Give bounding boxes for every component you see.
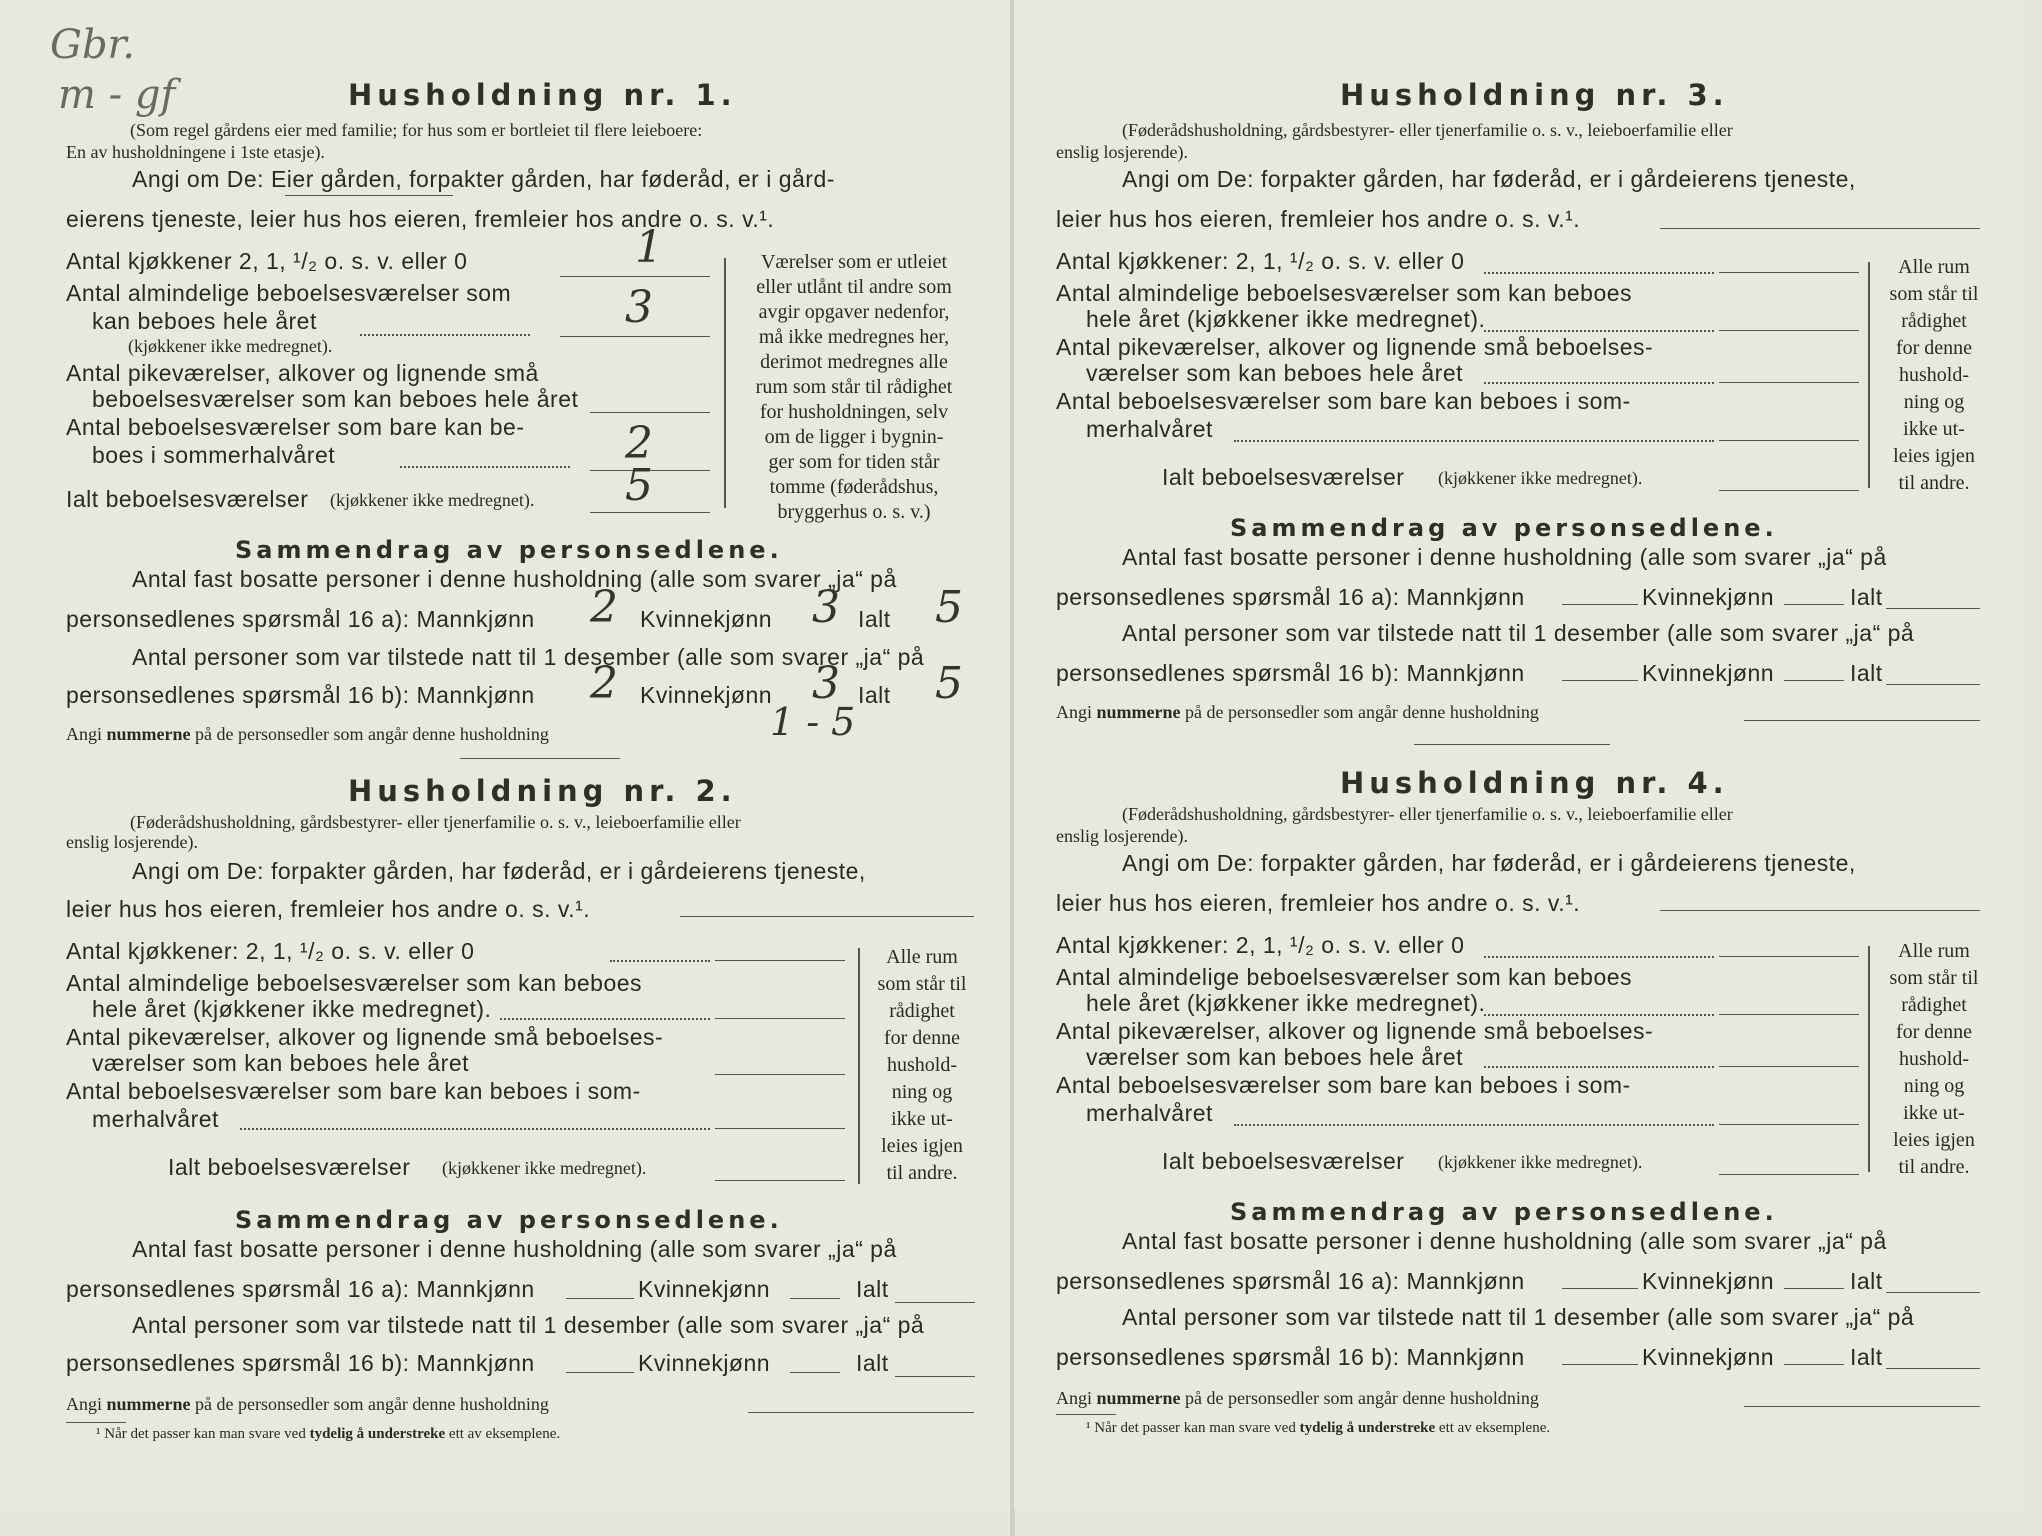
h4-nummerne-line	[1056, 1388, 1539, 1409]
h3-kjokken-dots	[1484, 272, 1714, 274]
h1-som-value: 2	[625, 418, 653, 469]
side-note-line: eller utlånt til andre som	[756, 276, 952, 298]
h1-fast-line2: personsedlenes spørsmål 16 a): Mannkjønn	[66, 606, 535, 632]
h1-pike-label1: Antal pikeværelser, alkover og lignende små	[66, 360, 539, 386]
side-note-line: bryggerhus o. s. v.)	[777, 501, 931, 523]
text-bold: nummerne	[106, 724, 191, 744]
h3-pike-label1: Antal pikeværelser, alkover og lignende små beboelses-	[1056, 334, 1654, 360]
h4-note: (Føderådshusholdning, gårdsbestyrer- eller tjenerfamilie o. s. v., leieboerfamilie eller	[1122, 804, 1733, 824]
h2-side-note	[862, 944, 982, 1187]
h3-til-mann-line	[1562, 680, 1638, 681]
h4-til-kvinne-line	[1784, 1364, 1844, 1365]
text-bold: nummerne	[1096, 702, 1181, 722]
h3-note2: enslig losjerende).	[1056, 142, 1188, 162]
h2-til-kvinne-label: Kvinnekjønn	[638, 1350, 771, 1376]
h1-som-dots	[400, 466, 570, 468]
h4-kjokken-dots	[1484, 956, 1714, 958]
h4-til-line1: Antal personer som var tilstede natt til 1 desember (alle som svarer „ja“ på	[1122, 1304, 1915, 1330]
side-note-line: om de ligger i bygnin-	[764, 426, 944, 448]
h3-alm-label1: Antal almindelige beboelsesværelser som kan beboes	[1056, 280, 1633, 306]
h1-til-line1: Antal personer som var tilstede natt til 1 desember (alle som svarer „ja“ på	[132, 644, 925, 670]
h1-til-mann: 2	[590, 658, 618, 709]
h2-til-line2: personsedlenes spørsmål 16 b): Mannkjønn	[66, 1350, 535, 1376]
text-bold: nummerne	[1096, 1388, 1181, 1408]
h1-ialt-value: 5	[625, 460, 653, 511]
h1-kjokken-line	[560, 276, 710, 277]
text: ¹ Når det passer kan man svare ved	[1086, 1420, 1300, 1436]
h2-nummerne-line-rule	[748, 1412, 974, 1413]
text: Angi	[66, 1394, 107, 1414]
h4-summary-title: Sammendrag av personsedlene.	[1230, 1198, 1778, 1226]
h4-ialt-label: Ialt beboelsesværelser	[1162, 1148, 1405, 1174]
h4-alm-label2: hele året (kjøkkener ikke medregnet).	[1086, 990, 1486, 1016]
h1-note2: En av husholdningene i 1ste etasje).	[66, 142, 325, 162]
side-note-line: leies igjen	[1893, 1129, 1975, 1151]
h3-side-note	[1874, 254, 1994, 497]
h1-til-kvinne-label: Kvinnekjønn	[640, 682, 773, 708]
side-note-line: hushold-	[1899, 1048, 1969, 1070]
h3-til-kvinne-line	[1784, 680, 1844, 681]
side-note-line: må ikke medregnes her,	[758, 326, 950, 348]
h1-nummerne-line	[66, 724, 549, 745]
text-bold: tydelig å understreke	[309, 1426, 446, 1442]
h4-nummerne-rule	[1744, 1406, 1980, 1407]
h4-til-line2: personsedlenes spørsmål 16 b): Mannkjønn	[1056, 1344, 1525, 1370]
h3-ialt-note: (kjøkkener ikke medregnet).	[1438, 468, 1643, 488]
h2-pike-label1: Antal pikeværelser, alkover og lignende små beboelses-	[66, 1024, 664, 1050]
h1-fast-ialt: 5	[935, 582, 963, 633]
h4-pike-label1: Antal pikeværelser, alkover og lignende små beboelses-	[1056, 1018, 1654, 1044]
h2-ialt-line	[715, 1180, 845, 1181]
side-note-line: ning og	[1903, 391, 1965, 413]
h1-nummerne-value: 1 - 5	[770, 700, 856, 744]
h4-til-kvinne-label: Kvinnekjønn	[1642, 1344, 1775, 1370]
h2-fast-mann-line	[566, 1298, 634, 1299]
text: på de personsedler som angår denne husholdning	[190, 1394, 549, 1414]
text: Angi	[1056, 1388, 1097, 1408]
h1-alm-label1: Antal almindelige beboelsesværelser som	[66, 280, 512, 306]
h4-fast-mann-line	[1562, 1288, 1638, 1289]
h2-til-ialt-line	[895, 1376, 975, 1377]
h1-note: (Som regel gårdens eier med familie; for hus som er bortleiet til flere leieboere:	[130, 120, 703, 140]
h1-til-kvinne: 3	[812, 658, 840, 709]
side-note-line: avgir opgaver nedenfor,	[758, 301, 950, 323]
side-note-line: for denne	[1895, 337, 1973, 359]
h2-title: Husholdning nr. 2.	[348, 774, 737, 808]
h1-angi-line1: Angi om De: Eier gården, forpakter gården, har føderåd, er i gård-	[132, 166, 835, 192]
h1-fast-kvinne: 3	[812, 582, 840, 633]
text: på de personsedler som angår denne husholdning	[1180, 702, 1539, 722]
side-note-line: ning og	[1903, 1075, 1965, 1097]
h1-som-label2: boes i sommerhalvåret	[92, 442, 336, 468]
h3-fast-kvinne-label: Kvinnekjønn	[1642, 584, 1775, 610]
h3-som-label2: merhalvåret	[1086, 416, 1213, 442]
h1-alm-label3: (kjøkkener ikke medregnet).	[128, 336, 333, 356]
h3-alm-dots	[1484, 330, 1714, 332]
h2-som-line	[715, 1128, 845, 1129]
h2-kjokken-dots	[610, 960, 710, 962]
h1-title: Husholdning nr. 1.	[348, 78, 737, 112]
h4-som-label2: merhalvåret	[1086, 1100, 1213, 1126]
side-note-line: leies igjen	[1893, 445, 1975, 467]
h2-kjokken-label: Antal kjøkkener: 2, 1, ¹/₂ o. s. v. eller 0	[66, 938, 475, 964]
h3-fast-line1: Antal fast bosatte personer i denne husholdning (alle som svarer „ja“ på	[1122, 544, 1887, 570]
h3-fast-ialt-line	[1886, 608, 1980, 609]
h4-fast-ialt-line	[1886, 1292, 1980, 1293]
h3-pike-dots	[1484, 382, 1714, 384]
h2-angi-line	[680, 916, 974, 917]
h1-pike-line	[590, 412, 710, 413]
h1-fast-ialt-label: Ialt	[858, 606, 891, 632]
h3-nummerne-rule	[1744, 720, 1980, 721]
h2-note2: enslig losjerende).	[66, 832, 198, 852]
h3-angi-line	[1660, 228, 1980, 229]
h3-som-line	[1719, 440, 1859, 441]
left-page	[0, 0, 1012, 1510]
h3-alm-label2: hele året (kjøkkener ikke medregnet).	[1086, 306, 1486, 332]
h1-angi-line2: eierens tjeneste, leier hus hos eieren, fremleier hos andre o. s. v.¹.	[66, 206, 775, 232]
side-note-line: for denne	[1895, 1021, 1973, 1043]
h2-fast-line2: personsedlenes spørsmål 16 a): Mannkjønn	[66, 1276, 535, 1302]
side-note-line: hushold-	[1899, 364, 1969, 386]
h2-alm-label2: hele året (kjøkkener ikke medregnet).	[92, 996, 492, 1022]
h1-pike-label2: beboelsesværelser som kan beboes hele året	[92, 386, 579, 412]
h2-brace	[858, 948, 860, 1184]
h2-fast-kvinne-line	[790, 1298, 840, 1299]
side-note-line: Værelser som er utleiet	[760, 251, 948, 273]
side-note-line: rådighet	[889, 1000, 955, 1022]
text: ¹ Når det passer kan man svare ved	[96, 1426, 310, 1442]
h1-ialt-line	[590, 512, 710, 513]
right-footnote	[1086, 1420, 1550, 1437]
h1-ialt-label: Ialt beboelsesværelser	[66, 486, 309, 512]
h3-alm-line	[1719, 330, 1859, 331]
side-note-line: som står til	[1889, 283, 1979, 305]
side-note-line: ikke ut-	[1903, 418, 1965, 440]
h3-til-line2: personsedlenes spørsmål 16 b): Mannkjønn	[1056, 660, 1525, 686]
h4-som-dots	[1234, 1124, 1714, 1126]
h1-til-ialt: 5	[935, 658, 963, 709]
h4-alm-line	[1719, 1014, 1859, 1015]
h1-til-ialt-label: Ialt	[858, 682, 891, 708]
h4-pike-label2: værelser som kan beboes hele året	[1086, 1044, 1464, 1070]
h2-til-line1: Antal personer som var tilstede natt til 1 desember (alle som svarer „ja“ på	[132, 1312, 925, 1338]
text: ett av eksemplene.	[1435, 1420, 1551, 1436]
h2-pike-line	[715, 1074, 845, 1075]
side-note-line: ger som for tiden står	[768, 451, 940, 473]
left-footnote	[96, 1426, 560, 1443]
h3-kjokken-line	[1719, 272, 1859, 273]
h4-note2: enslig losjerende).	[1056, 826, 1188, 846]
text: Angi	[1056, 702, 1097, 722]
h1-underline-eier	[285, 195, 453, 196]
h1-kjokken-label: Antal kjøkkener 2, 1, ¹/₂ o. s. v. eller 0	[66, 248, 468, 274]
h4-angi-line2: leier hus hos eieren, fremleier hos andre o. s. v.¹.	[1056, 890, 1581, 916]
h4-ialt-line	[1719, 1174, 1859, 1175]
side-note-line: leies igjen	[881, 1135, 963, 1157]
h3-brace	[1868, 262, 1870, 488]
text: på de personsedler som angår denne husholdning	[1180, 1388, 1539, 1408]
h2-angi-line2: leier hus hos eieren, fremleier hos andre o. s. v.¹.	[66, 896, 591, 922]
side-note-line: rum som står til rådighet	[755, 376, 953, 398]
h4-til-ialt-label: Ialt	[1850, 1344, 1883, 1370]
h1-alm-dots	[360, 334, 530, 336]
h2-til-mann-line	[566, 1372, 634, 1373]
h2-til-kvinne-line	[790, 1372, 840, 1373]
h3-som-dots	[1234, 440, 1714, 442]
h2-kjokken-line	[715, 960, 845, 961]
h4-kjokken-label: Antal kjøkkener: 2, 1, ¹/₂ o. s. v. eller 0	[1056, 932, 1465, 958]
h3-separator	[1414, 744, 1610, 745]
side-note-line: ning og	[891, 1081, 953, 1103]
h2-som-label2: merhalvåret	[92, 1106, 219, 1132]
side-note-line: tomme (føderådshus,	[769, 476, 939, 498]
h2-ialt-label: Ialt beboelsesværelser	[168, 1154, 411, 1180]
h2-nummerne-line	[66, 1394, 549, 1415]
side-note-line: hushold-	[887, 1054, 957, 1076]
text: ett av eksemplene.	[445, 1426, 561, 1442]
h1-fast-kvinne-label: Kvinnekjønn	[640, 606, 773, 632]
footnote-separator	[1056, 1414, 1116, 1415]
side-note-line: som står til	[877, 973, 967, 995]
side-note-line: til andre.	[886, 1162, 958, 1184]
h4-som-line	[1719, 1124, 1859, 1125]
h2-summary-title: Sammendrag av personsedlene.	[235, 1206, 783, 1234]
text-bold: nummerne	[106, 1394, 191, 1414]
h3-note: (Føderådshusholdning, gårdsbestyrer- eller tjenerfamilie o. s. v., leieboerfamilie eller	[1122, 120, 1733, 140]
h4-til-ialt-line	[1886, 1368, 1980, 1369]
h3-angi-line2: leier hus hos eieren, fremleier hos andre o. s. v.¹.	[1056, 206, 1581, 232]
h3-pike-line	[1719, 382, 1859, 383]
pencil-note-line1: Gbr.	[50, 22, 135, 68]
text-bold: tydelig å understreke	[1299, 1420, 1436, 1436]
h2-som-dots	[240, 1128, 710, 1130]
h3-fast-ialt-label: Ialt	[1850, 584, 1883, 610]
h3-ialt-line	[1719, 490, 1859, 491]
h3-fast-mann-line	[1562, 604, 1638, 605]
h3-til-ialt-label: Ialt	[1850, 660, 1883, 686]
h4-fast-kvinne-label: Kvinnekjønn	[1642, 1268, 1775, 1294]
h1-summary-title: Sammendrag av personsedlene.	[235, 536, 783, 564]
h2-alm-line	[715, 1018, 845, 1019]
h3-angi-line1: Angi om De: forpakter gården, har føderåd, er i gårdeierens tjeneste,	[1122, 166, 1856, 192]
h2-fast-kvinne-label: Kvinnekjønn	[638, 1276, 771, 1302]
right-page	[1014, 0, 2024, 1510]
h4-til-mann-line	[1562, 1364, 1638, 1365]
h4-fast-line2: personsedlenes spørsmål 16 a): Mannkjønn	[1056, 1268, 1525, 1294]
h1-alm-label2: kan beboes hele året	[92, 308, 317, 334]
h3-ialt-label: Ialt beboelsesværelser	[1162, 464, 1405, 490]
h2-fast-ialt-label: Ialt	[856, 1276, 889, 1302]
h3-title: Husholdning nr. 3.	[1340, 78, 1729, 112]
h3-som-label1: Antal beboelsesværelser som bare kan beboes i som-	[1056, 388, 1631, 414]
side-note-line: ikke ut-	[891, 1108, 953, 1130]
side-note-line: Alle rum	[1898, 256, 1970, 278]
h1-kjokken-value: 1	[635, 222, 663, 273]
side-note-line: for denne	[883, 1027, 961, 1049]
h2-fast-ialt-line	[895, 1302, 975, 1303]
side-note-line: som står til	[1889, 967, 1979, 989]
h3-fast-line2: personsedlenes spørsmål 16 a): Mannkjønn	[1056, 584, 1525, 610]
side-note-line: Alle rum	[1898, 940, 1970, 962]
h4-angi-line	[1660, 910, 1980, 911]
h4-title: Husholdning nr. 4.	[1340, 766, 1729, 800]
h1-fast-mann: 2	[590, 582, 618, 633]
side-note-line: rådighet	[1901, 994, 1967, 1016]
h2-angi-line1: Angi om De: forpakter gården, har føderåd, er i gårdeierens tjeneste,	[132, 858, 866, 884]
h2-alm-label1: Antal almindelige beboelsesværelser som kan beboes	[66, 970, 643, 996]
h1-side-note	[734, 250, 974, 525]
h2-fast-line1: Antal fast bosatte personer i denne husholdning (alle som svarer „ja“ på	[132, 1236, 897, 1262]
pencil-note-line2: m - gf	[58, 72, 176, 118]
h4-side-note	[1874, 938, 1994, 1181]
h2-note: (Føderådshusholdning, gårdsbestyrer- eller tjenerfamilie o. s. v., leieboerfamilie eller	[130, 812, 741, 832]
h1-ialt-note: (kjøkkener ikke medregnet).	[330, 490, 535, 510]
side-note-line: rådighet	[1901, 310, 1967, 332]
h2-pike-label2: værelser som kan beboes hele året	[92, 1050, 470, 1076]
h3-nummerne-line	[1056, 702, 1539, 723]
h4-brace	[1868, 946, 1870, 1172]
h4-fast-line1: Antal fast bosatte personer i denne husholdning (alle som svarer „ja“ på	[1122, 1228, 1887, 1254]
side-note-line: til andre.	[1898, 472, 1970, 494]
h4-pike-dots	[1484, 1066, 1714, 1068]
h1-til-line2: personsedlenes spørsmål 16 b): Mannkjønn	[66, 682, 535, 708]
h3-summary-title: Sammendrag av personsedlene.	[1230, 514, 1778, 542]
h4-kjokken-line	[1719, 956, 1859, 957]
side-note-line: derimot medregnes alle	[760, 351, 948, 373]
side-note-line: Alle rum	[886, 946, 958, 968]
h3-fast-kvinne-line	[1784, 604, 1844, 605]
h1-separator	[460, 758, 620, 759]
h4-pike-line	[1719, 1066, 1859, 1067]
h1-alm-line	[560, 336, 710, 337]
h1-fast-line1: Antal fast bosatte personer i denne husholdning (alle som svarer „ja“ på	[132, 566, 897, 592]
h2-som-label1: Antal beboelsesværelser som bare kan beboes i som-	[66, 1078, 641, 1104]
h4-som-label1: Antal beboelsesværelser som bare kan beboes i som-	[1056, 1072, 1631, 1098]
h4-fast-ialt-label: Ialt	[1850, 1268, 1883, 1294]
h3-til-ialt-line	[1886, 684, 1980, 685]
h3-til-line1: Antal personer som var tilstede natt til 1 desember (alle som svarer „ja“ på	[1122, 620, 1915, 646]
side-note-line: til andre.	[1898, 1156, 1970, 1178]
side-note-line: ikke ut-	[1903, 1102, 1965, 1124]
h4-fast-kvinne-line	[1784, 1288, 1844, 1289]
side-note-line: for husholdningen, selv	[759, 401, 949, 423]
footnote-separator	[66, 1422, 126, 1423]
h2-alm-dots	[500, 1018, 710, 1020]
h1-som-label1: Antal beboelsesværelser som bare kan be-	[66, 414, 525, 440]
h3-til-kvinne-label: Kvinnekjønn	[1642, 660, 1775, 686]
h4-alm-label1: Antal almindelige beboelsesværelser som kan beboes	[1056, 964, 1633, 990]
h1-brace	[724, 258, 726, 508]
h4-alm-dots	[1484, 1014, 1714, 1016]
h3-pike-label2: værelser som kan beboes hele året	[1086, 360, 1464, 386]
h3-kjokken-label: Antal kjøkkener: 2, 1, ¹/₂ o. s. v. eller 0	[1056, 248, 1465, 274]
h2-ialt-note: (kjøkkener ikke medregnet).	[442, 1158, 647, 1178]
h4-ialt-note: (kjøkkener ikke medregnet).	[1438, 1152, 1643, 1172]
text: Angi	[66, 724, 107, 744]
h1-alm-value: 3	[625, 282, 653, 333]
text: på de personsedler som angår denne husholdning	[190, 724, 549, 744]
h4-angi-line1: Angi om De: forpakter gården, har føderåd, er i gårdeierens tjeneste,	[1122, 850, 1856, 876]
h2-til-ialt-label: Ialt	[856, 1350, 889, 1376]
